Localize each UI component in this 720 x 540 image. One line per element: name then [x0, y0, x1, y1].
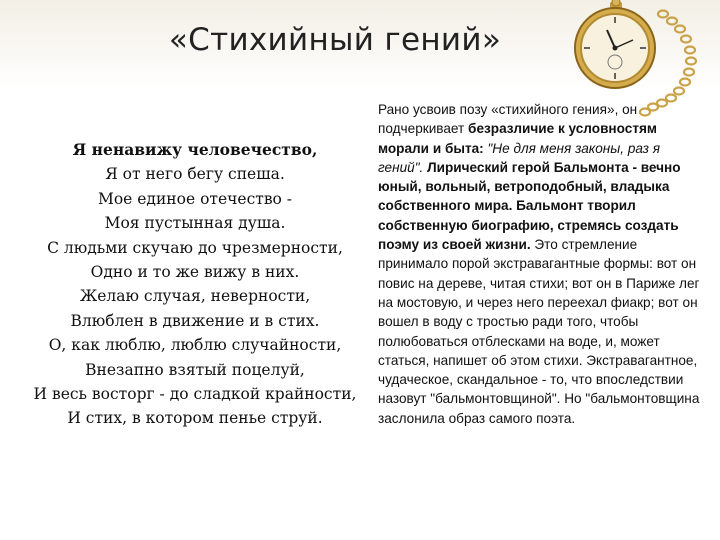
poem-line: Мое единое отечество - — [97, 189, 293, 208]
essay-text: Рано усвоив позу «стихийного гения», он подчеркивает — [378, 102, 638, 137]
poem-line: С людьми скучаю до чрезмерности, — [47, 238, 343, 257]
poem-line: Моя пустынная душа. — [104, 214, 286, 233]
poem-line: Я от него бегу спеша. — [105, 165, 285, 184]
poem-line: Одно и то же вижу в них. — [90, 263, 300, 282]
poem-line: Я ненавижу человечество, — [72, 140, 318, 159]
essay-bold-text: безразличие к условностям морали и быта: — [378, 121, 657, 156]
poem-line: Внезапно взятый поцелуй, — [85, 360, 305, 379]
poem-line: Желаю случая, неверности, — [79, 287, 311, 306]
essay-text: Это стремление принимало порой экстравагантные формы: вот он повис на дереве, читая стихи; вот он в Париже лег на мостовую, и через него переехал фиакр; вот он вошел в воду с тростью ради того, чтобы полюбоваться отблесками на воде, и, может статься, напишет об этом стихи. Экстравагантное, чудаческое, скандальное - то, что впоследствии назовут "бальмонтовщиной". Но "бальмонтовщина заслонила образ самого поэта. — [378, 237, 700, 426]
poem — [20, 138, 370, 431]
poem-line: Влюблен в движение и в стих. — [70, 311, 320, 330]
essay-bold-text: Лирический герой Бальмонта - вечно юный, вольный, ветроподобный, владыка собственного мира. Бальмонт творил собственную биографию, стремясь создать поэму из своей жизни. — [378, 159, 681, 253]
essay-quote: "Не для меня законы, раз я гений". — [378, 140, 661, 175]
poem-line: И весь восторг - до сладкой крайности, — [33, 385, 357, 404]
poem-line: И стих, в котором пенье струй. — [67, 409, 323, 428]
essay-paragraph — [378, 100, 708, 428]
slide-title: «Стихийный гений» — [168, 22, 502, 58]
poem-line: О, как люблю, люблю случайности, — [48, 336, 342, 355]
